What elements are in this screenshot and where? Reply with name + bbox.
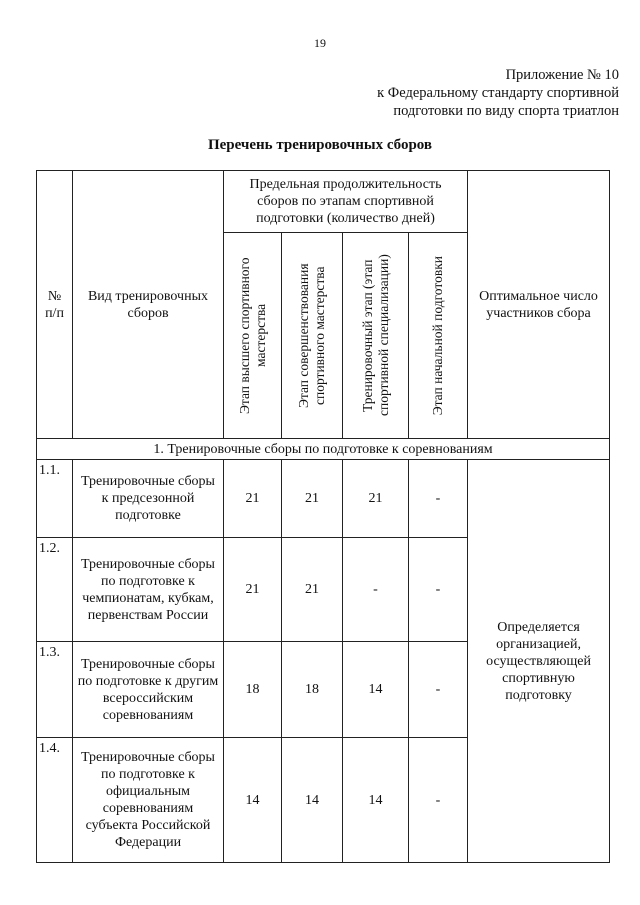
appendix-line-2: к Федеральному стандарту спортивной — [377, 85, 619, 101]
row-value-improvement: 21 — [282, 460, 343, 538]
row-value-improvement: 21 — [282, 538, 343, 642]
training-camps-table — [36, 170, 610, 863]
header-stage-initial — [409, 233, 468, 439]
row-value-initial: - — [409, 460, 468, 538]
row-camp-name: Тренировочные сборы по подготовке к чемпионатам, кубкам, первенствам России — [73, 538, 224, 642]
header-stage-higher — [224, 233, 282, 439]
header-stage-improvement — [282, 233, 343, 439]
table-row — [37, 460, 610, 538]
row-camp-name: Тренировочные сборы по подготовке к другим всероссийским соревнованиям — [73, 642, 224, 738]
participants-note: Определяется организацией, осуществляющей спортивную подготовку — [468, 460, 610, 863]
page-number: 19 — [314, 36, 326, 50]
header-stage-initial-label: Этап начальной подготовки — [430, 255, 446, 416]
appendix-line-1: Приложение № 10 — [505, 67, 619, 83]
row-value-improvement: 14 — [282, 738, 343, 863]
section-row — [37, 439, 610, 460]
row-value-higher: 21 — [224, 538, 282, 642]
row-value-training: 14 — [343, 738, 409, 863]
row-number: 1.4. — [37, 738, 73, 863]
row-value-initial: - — [409, 538, 468, 642]
row-value-higher: 18 — [224, 642, 282, 738]
header-stage-training — [343, 233, 409, 439]
row-value-improvement: 18 — [282, 642, 343, 738]
row-value-training: - — [343, 538, 409, 642]
section-title: 1. Тренировочные сборы по подготовке к соревнованиям — [37, 439, 610, 460]
row-value-higher: 14 — [224, 738, 282, 863]
row-number: 1.2. — [37, 538, 73, 642]
row-number: 1.1. — [37, 460, 73, 538]
header-participants: Оптимальное число участников сбора — [468, 171, 610, 439]
header-stage-training-label: Тренировочный этап (этап спортивной специализации) — [359, 254, 391, 417]
row-camp-name: Тренировочные сборы к предсезонной подготовке — [73, 460, 224, 538]
row-value-initial: - — [409, 738, 468, 863]
row-value-training: 14 — [343, 642, 409, 738]
appendix-header — [377, 66, 619, 120]
row-value-training: 21 — [343, 460, 409, 538]
appendix-line-3: подготовки по виду спорта триатлон — [393, 103, 619, 119]
header-camp-type: Вид тренировочных сборов — [73, 171, 224, 439]
header-duration: Предельная продолжительность сборов по этапам спортивной подготовки (количество дней) — [224, 171, 468, 233]
header-stage-higher-label: Этап высшего спортивного мастерства — [236, 257, 268, 414]
header-number: № п/п — [37, 171, 73, 439]
row-value-higher: 21 — [224, 460, 282, 538]
document-title: Перечень тренировочных сборов — [207, 137, 433, 153]
row-number: 1.3. — [37, 642, 73, 738]
row-camp-name: Тренировочные сборы по подготовке к официальным соревнованиям субъекта Российской Федерации — [73, 738, 224, 863]
header-stage-improvement-label: Этап совершенствования спортивного мастерства — [296, 263, 327, 408]
header-row — [37, 171, 610, 233]
row-value-initial: - — [409, 642, 468, 738]
